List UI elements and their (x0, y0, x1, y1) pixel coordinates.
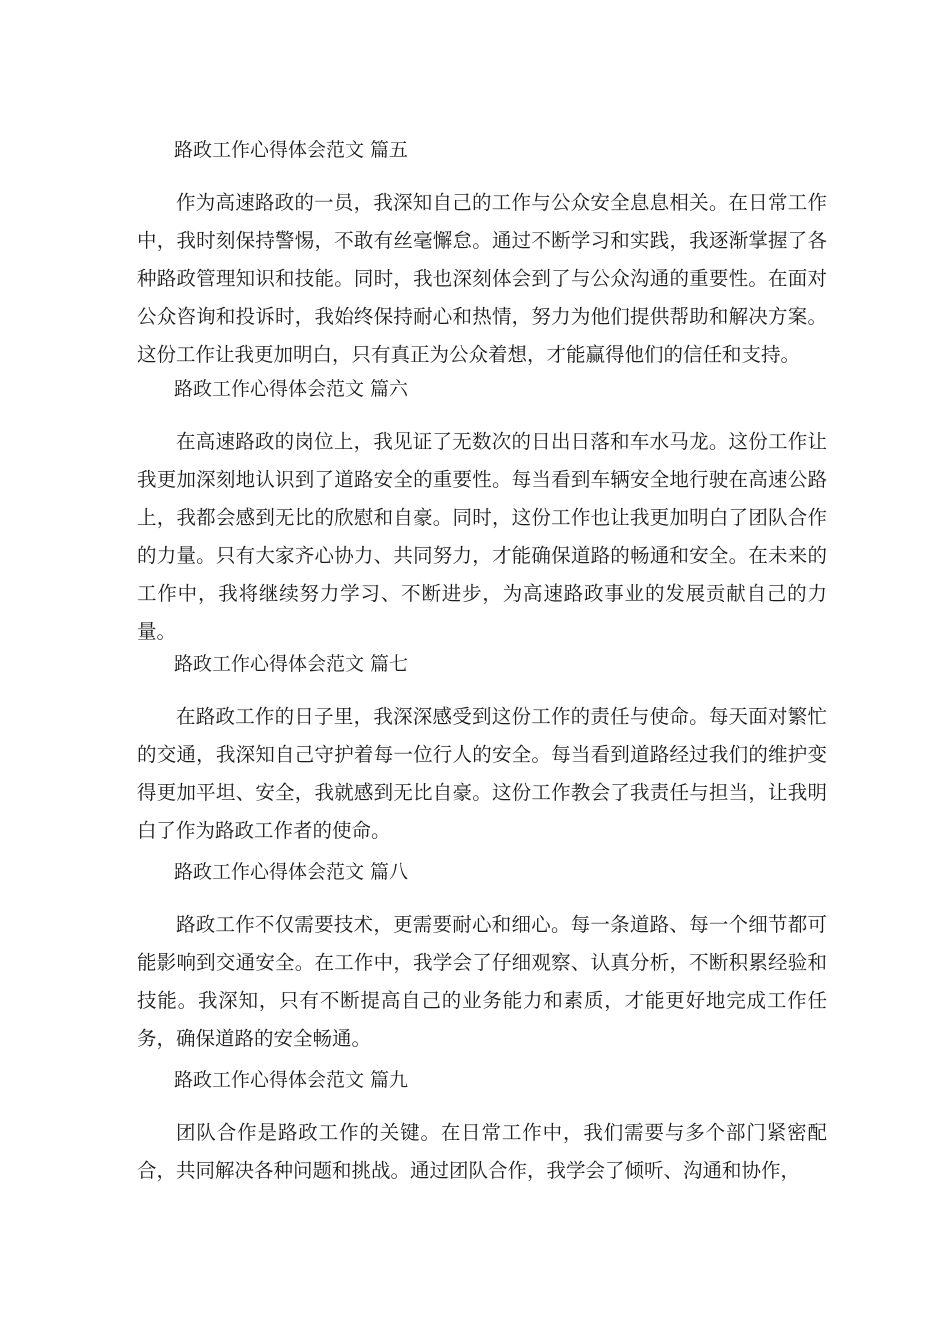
section-paragraph: 作为高速路政的一员，我深知自己的工作与公众安全息息相关。在日常工作中，我时刻保持警惕，不敢有丝毫懈怠。通过不断学习和实践，我逐渐掌握了各种路政管理知识和技能。同时，我也深刻体会到了与公众沟通的重要性。在面对公众咨询和投诉时，我始终保持耐心和热情，努力为他们提供帮助和解决方案。这份工作让我更加明白，只有真正为公众着想，才能赢得他们的信任和支持。 (137, 191, 827, 366)
section-paragraph: 在路政工作的日子里，我深深感受到这份工作的责任与使命。每天面对繁忙的交通，我深知自己守护着每一位行人的安全。每当看到道路经过我们的维护变得更加平坦、安全，我就感到无比自豪。这份工作教会了我责任与担当，让我明白了作为路政工作者的使命。 (137, 705, 827, 842)
section-paragraph: 团队合作是路政工作的关键。在日常工作中，我们需要与多个部门紧密配合，共同解决各种问题和挑战。通过团队合作，我学会了倾听、沟通和协作， (137, 1121, 827, 1182)
section-heading: 路政工作心得体会范文 篇六 (174, 378, 409, 400)
section-heading: 路政工作心得体会范文 篇八 (174, 861, 409, 883)
section-paragraph: 在高速路政的岗位上，我见证了无数次的日出日落和车水马龙。这份工作让我更加深刻地认识到了道路安全的重要性。每当看到车辆安全地行驶在高速公路上，我都会感到无比的欣慰和自豪。同时，这份工作也让我更加明白了团队合作的力量。只有大家齐心协力、共同努力，才能确保道路的畅通和安全。在未来的工作中，我将继续努力学习、不断进步，为高速路政事业的发展贡献自己的力量。 (137, 430, 827, 643)
section-heading: 路政工作心得体会范文 篇五 (174, 139, 409, 161)
section-heading: 路政工作心得体会范文 篇七 (174, 653, 409, 675)
section-heading: 路政工作心得体会范文 篇九 (174, 1069, 409, 1091)
section-paragraph: 路政工作不仅需要技术，更需要耐心和细心。每一条道路、每一个细节都可能影响到交通安全。在工作中，我学会了仔细观察、认真分析，不断积累经验和技能。我深知，只有不断提高自己的业务能力和素质，才能更好地完成工作任务，确保道路的安全畅通。 (137, 913, 827, 1050)
